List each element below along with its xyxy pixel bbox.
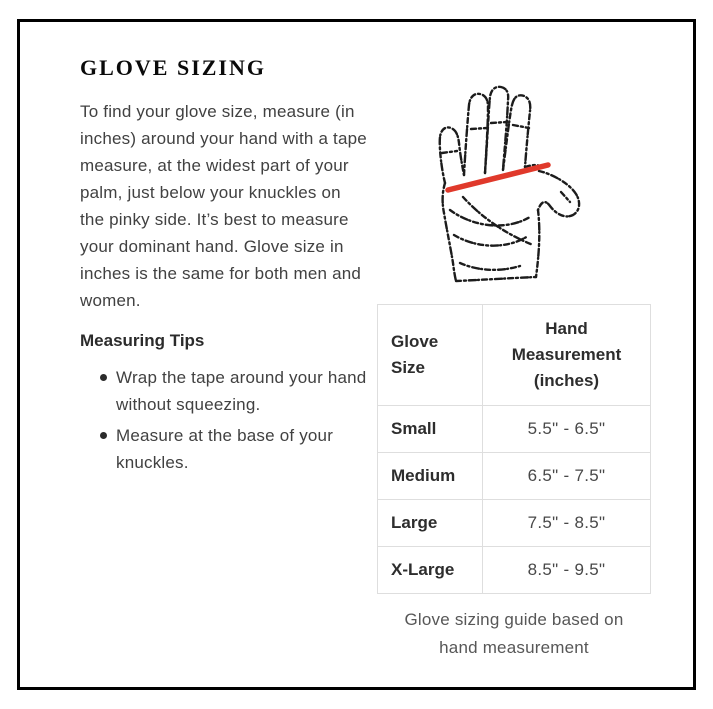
size-range: 6.5" - 7.5": [483, 453, 651, 500]
size-range: 8.5" - 9.5": [483, 547, 651, 594]
intro-paragraph: To find your glove size, measure (in inches) around your hand with a tape measure, at the widest part of your palm, just below your knuckles on the pinky side. It’s best to measure your dominant hand. Glove size in inches is the same for both men and women.: [80, 102, 367, 310]
column-header-hand-measurement: Hand Measurement (inches): [483, 305, 651, 406]
list-item: [100, 364, 368, 418]
measuring-tips-heading: Measuring Tips: [80, 331, 205, 350]
size-label: X-Large: [378, 547, 483, 594]
page-title: GLOVE SIZING: [80, 55, 266, 80]
hand-with-measurement-line-icon: [438, 85, 588, 290]
glove-size-table: [377, 304, 651, 594]
size-range: 5.5" - 6.5": [483, 406, 651, 453]
table-row-medium: [378, 453, 651, 500]
bullet-icon: [100, 432, 107, 439]
size-label: Medium: [378, 453, 483, 500]
list-item: [100, 422, 368, 476]
column-header-glove-size: Glove Size: [378, 305, 483, 406]
size-label: Large: [378, 500, 483, 547]
table-caption: [377, 606, 651, 662]
content-frame: [17, 19, 696, 690]
bullet-icon: [100, 374, 107, 381]
table-row-small: [378, 406, 651, 453]
table-row-x-large: [378, 547, 651, 594]
table-caption-text: Glove sizing guide based on hand measurement: [404, 610, 624, 657]
size-range: 7.5" - 8.5": [483, 500, 651, 547]
hand-measurement-illustration: [438, 85, 588, 290]
sizing-instructions-section: [80, 55, 368, 480]
table-header-row: [378, 305, 651, 406]
tip-text: Measure at the base of your knuckles.: [116, 426, 334, 472]
tip-text: Wrap the tape around your hand without squeezing.: [116, 368, 367, 414]
table-row-large: [378, 500, 651, 547]
size-label: Small: [378, 406, 483, 453]
measuring-tips-list: [80, 364, 368, 476]
